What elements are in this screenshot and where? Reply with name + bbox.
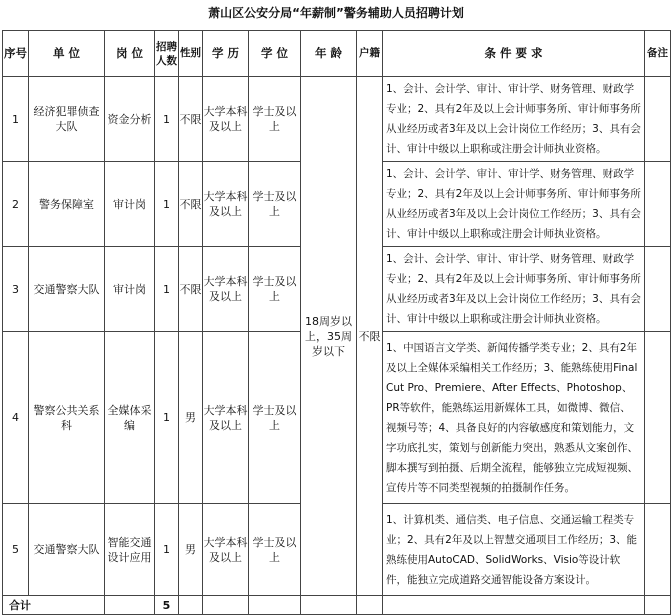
total-label: 合计 [3,596,105,615]
row-count: 1 [155,77,179,162]
total-count: 5 [155,596,179,615]
row-gender: 男 [179,332,203,504]
row-education: 大学本科及以上 [203,332,249,504]
row-seq: 5 [3,504,29,596]
row-seq: 1 [3,77,29,162]
row-degree: 学士及以上 [249,332,301,504]
row-conditions: 1、会计、会计学、审计、审计学、财务管理、财政学专业；2、具有2年及以上会计师事务所、审计师事务所从业经历或者3年及以上会计岗位工作经历；3、具有会计、审计中级以上职称或注册会计师执业资格。 [383,162,645,247]
row-unit: 经济犯罪侦查大队 [29,77,105,162]
row-notes [645,332,671,504]
row-unit: 警察公共关系科 [29,332,105,504]
row-notes [645,504,671,596]
shared-age: 18周岁以上，35周岁以下 [301,77,357,596]
row-education: 大学本科及以上 [203,77,249,162]
header-count: 招聘人数 [155,31,179,77]
header-hukou: 户籍 [357,31,383,77]
row-conditions: 1、会计、会计学、审计、审计学、财务管理、财政学专业；2、具有2年及以上会计师事务所、审计师事务所从业经历或者3年及以上会计岗位工作经历；3、具有会计、审计中级以上职称或注册会计师执业资格。 [383,247,645,332]
row-conditions: 1、会计、会计学、审计、审计学、财务管理、财政学专业；2、具有2年及以上会计师事务所、审计师事务所从业经历或者3年及以上会计岗位工作经历；3、具有会计、审计中级以上职称或注册会计师执业资格。 [383,77,645,162]
row-notes [645,77,671,162]
row-conditions: 1、中国语言文学类、新闻传播学类专业；2、具有2年及以上全媒体采编相关工作经历；3、能熟练使用Final Cut Pro、Premiere、After Effects、Photoshop、PR等软件，能熟练运用新媒体工具，如微博、微信、视频号等；4、具备良好的内容敏感度和策划能力，文字功底扎实，策划与创新能力突出，熟悉从文案创作、脚本撰写到拍摄、后期全流程，能够独立完成短视频、宣传片等不同类型视频的拍摄制作任务。 [383,332,645,504]
row-conditions: 1、计算机类、通信类、电子信息、交通运输工程类专业；2、具有2年及以上智慧交通项目工作经历；3、能熟练使用AutoCAD、SolidWorks、Visio等设计软件，能独立完成道路交通智能设备方案设计。 [383,504,645,596]
header-notes: 备注 [645,31,671,77]
row-unit: 交通警察大队 [29,504,105,596]
table-row [3,77,671,162]
row-notes [645,162,671,247]
row-unit: 警务保障室 [29,162,105,247]
header-seq: 序号 [3,31,29,77]
row-post: 审计岗 [105,247,155,332]
header-unit: 单 位 [29,31,105,77]
row-gender: 不限 [179,77,203,162]
header-degree: 学 位 [249,31,301,77]
row-post: 审计岗 [105,162,155,247]
row-count: 1 [155,504,179,596]
row-post: 智能交通设计应用 [105,504,155,596]
row-degree: 学士及以上 [249,77,301,162]
row-post: 全媒体采编 [105,332,155,504]
row-gender: 不限 [179,247,203,332]
row-seq: 2 [3,162,29,247]
header-education: 学 历 [203,31,249,77]
row-count: 1 [155,247,179,332]
row-degree: 学士及以上 [249,162,301,247]
row-seq: 3 [3,247,29,332]
row-degree: 学士及以上 [249,504,301,596]
row-gender: 不限 [179,162,203,247]
row-gender: 男 [179,504,203,596]
row-notes [645,247,671,332]
row-unit: 交通警察大队 [29,247,105,332]
row-count: 1 [155,332,179,504]
row-education: 大学本科及以上 [203,162,249,247]
header-post: 岗 位 [105,31,155,77]
row-seq: 4 [3,332,29,504]
shared-hukou: 不限 [357,77,383,596]
row-count: 1 [155,162,179,247]
header-gender: 性别 [179,31,203,77]
table-header-row [3,31,671,77]
header-conditions: 条 件 要 求 [383,31,645,77]
row-education: 大学本科及以上 [203,504,249,596]
header-age: 年 龄 [301,31,357,77]
page-title: 萧山区公安分局“年薪制”警务辅助人员招聘计划 [208,6,464,20]
row-education: 大学本科及以上 [203,247,249,332]
row-degree: 学士及以上 [249,247,301,332]
recruitment-table [2,30,671,615]
row-post: 资金分析 [105,77,155,162]
